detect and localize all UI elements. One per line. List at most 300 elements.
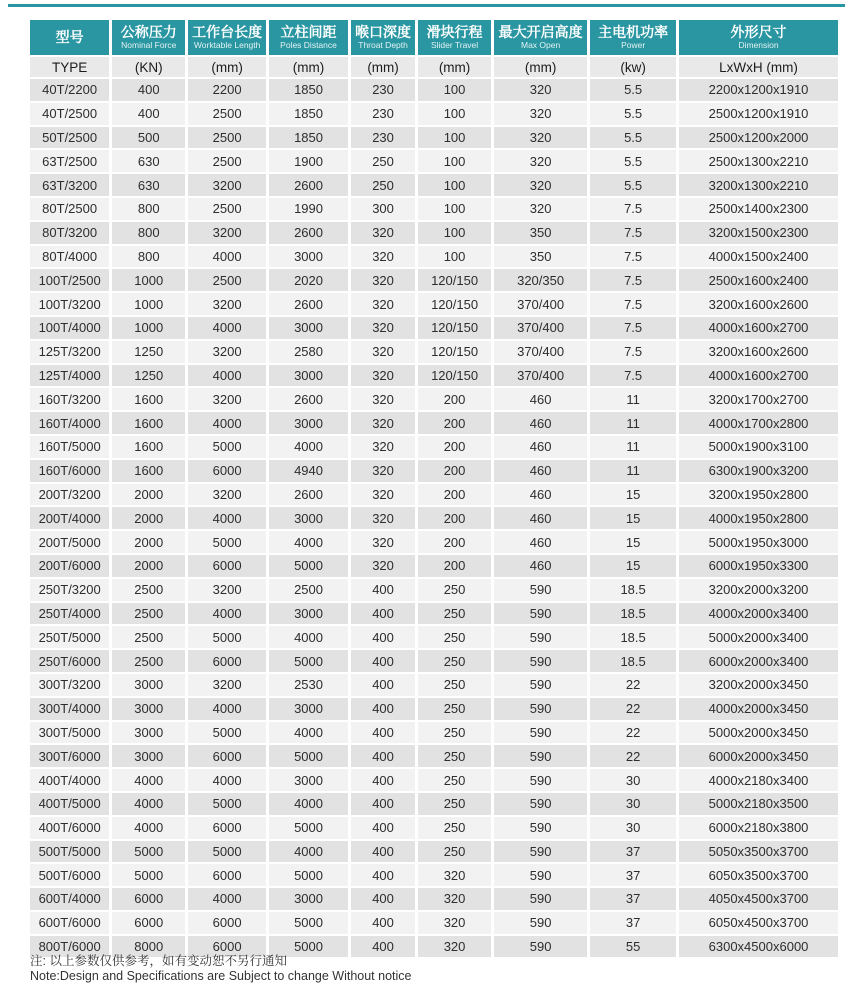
cell: 18.5 <box>589 602 678 626</box>
cell: 3000 <box>268 602 350 626</box>
cell: 22 <box>589 721 678 745</box>
cell: 3000 <box>111 697 187 721</box>
cell: 5000 <box>111 840 187 864</box>
cell: 4000x2000x3400 <box>678 602 838 626</box>
cell: 3200 <box>187 673 268 697</box>
cell: 200T/5000 <box>30 530 111 554</box>
cell: 460 <box>493 530 589 554</box>
cell: 320 <box>417 935 493 959</box>
cell: 320 <box>493 102 589 126</box>
cell: 590 <box>493 602 589 626</box>
cell: 5000 <box>268 554 350 578</box>
cell: 1600 <box>111 459 187 483</box>
cell: 2500x1300x2210 <box>678 149 838 173</box>
cell: 100T/4000 <box>30 316 111 340</box>
cell: 6000x2000x3450 <box>678 744 838 768</box>
cell: 400 <box>350 792 417 816</box>
cell: 460 <box>493 483 589 507</box>
cell: 7.5 <box>589 316 678 340</box>
cell: 200T/6000 <box>30 554 111 578</box>
footer-notes <box>30 954 411 984</box>
cell: 250 <box>417 816 493 840</box>
table-row <box>30 578 838 602</box>
cell: 15 <box>589 506 678 530</box>
cell: 5000 <box>111 863 187 887</box>
column-unit: (mm) <box>187 56 268 78</box>
cell: 590 <box>493 625 589 649</box>
cell: 4000 <box>187 506 268 530</box>
cell: 250T/4000 <box>30 602 111 626</box>
cell: 11 <box>589 387 678 411</box>
table-row <box>30 602 838 626</box>
cell: 5.5 <box>589 102 678 126</box>
cell: 800T/6000 <box>30 935 111 959</box>
cell: 6000 <box>111 887 187 911</box>
table-row <box>30 411 838 435</box>
cell: 7.5 <box>589 292 678 316</box>
column-header <box>678 20 838 56</box>
cell: 230 <box>350 102 417 126</box>
cell: 460 <box>493 435 589 459</box>
cell: 250 <box>417 697 493 721</box>
cell: 5000 <box>268 911 350 935</box>
table-row <box>30 721 838 745</box>
table-row <box>30 245 838 269</box>
cell: 3000 <box>111 744 187 768</box>
column-header <box>589 20 678 56</box>
table-row <box>30 625 838 649</box>
cell: 630 <box>111 149 187 173</box>
cell: 4000 <box>111 816 187 840</box>
cell: 3000 <box>111 673 187 697</box>
column-title-zh: 公称压力 <box>120 24 177 40</box>
table-row <box>30 292 838 316</box>
cell: 250 <box>350 173 417 197</box>
spec-table <box>30 20 838 959</box>
cell: 2500x1400x2300 <box>678 197 838 221</box>
cell: 400 <box>350 697 417 721</box>
cell: 2500 <box>187 126 268 150</box>
cell: 100T/3200 <box>30 292 111 316</box>
cell: 100 <box>417 149 493 173</box>
cell: 320 <box>493 173 589 197</box>
cell: 4000 <box>268 435 350 459</box>
cell: 590 <box>493 887 589 911</box>
cell: 120/150 <box>417 292 493 316</box>
cell: 100 <box>417 78 493 102</box>
column-header <box>268 20 350 56</box>
cell: 3000 <box>268 887 350 911</box>
table-row <box>30 364 838 388</box>
cell: 6300x1900x3200 <box>678 459 838 483</box>
cell: 100 <box>417 126 493 150</box>
column-unit: (KN) <box>111 56 187 78</box>
cell: 18.5 <box>589 625 678 649</box>
cell: 5000x1900x3100 <box>678 435 838 459</box>
column-title-zh: 喉口深度 <box>355 24 412 40</box>
cell: 4000 <box>187 602 268 626</box>
table-row <box>30 268 838 292</box>
cell: 320 <box>350 506 417 530</box>
cell: 590 <box>493 649 589 673</box>
cell: 6000 <box>187 935 268 959</box>
cell: 1250 <box>111 364 187 388</box>
column-title-zh: 型号 <box>55 29 84 45</box>
cell: 15 <box>589 483 678 507</box>
cell: 320 <box>350 387 417 411</box>
column-subtitle-en: Throat Depth <box>358 40 408 50</box>
cell: 22 <box>589 697 678 721</box>
cell: 460 <box>493 411 589 435</box>
cell: 400 <box>111 102 187 126</box>
cell: 80T/4000 <box>30 245 111 269</box>
cell: 320 <box>493 78 589 102</box>
cell: 500T/5000 <box>30 840 111 864</box>
cell: 320 <box>350 530 417 554</box>
column-title-zh: 外形尺寸 <box>730 24 787 40</box>
cell: 250 <box>417 721 493 745</box>
column-unit: TYPE <box>30 56 111 78</box>
cell: 230 <box>350 78 417 102</box>
table-row <box>30 744 838 768</box>
cell: 320 <box>350 245 417 269</box>
cell: 2500 <box>268 578 350 602</box>
cell: 250 <box>417 578 493 602</box>
cell: 250 <box>417 625 493 649</box>
cell: 3200 <box>187 578 268 602</box>
cell: 500T/6000 <box>30 863 111 887</box>
cell: 2500 <box>111 602 187 626</box>
cell: 7.5 <box>589 221 678 245</box>
table-header <box>30 20 838 78</box>
cell: 2580 <box>268 340 350 364</box>
table-row <box>30 102 838 126</box>
cell: 4000x1600x2700 <box>678 364 838 388</box>
cell: 6000 <box>187 744 268 768</box>
cell: 5.5 <box>589 126 678 150</box>
note-english: Note:Design and Specifications are Subject to change Without notice <box>30 969 412 983</box>
cell: 400T/4000 <box>30 768 111 792</box>
cell: 6000 <box>187 554 268 578</box>
cell: 2500 <box>187 268 268 292</box>
cell: 2500 <box>111 625 187 649</box>
header-unit-row <box>30 56 838 78</box>
cell: 5000 <box>268 863 350 887</box>
cell: 2500 <box>111 578 187 602</box>
cell: 3200 <box>187 340 268 364</box>
cell: 2500x1200x1910 <box>678 102 838 126</box>
cell: 7.5 <box>589 364 678 388</box>
cell: 3200x1600x2600 <box>678 340 838 364</box>
column-header <box>187 20 268 56</box>
cell: 250 <box>350 149 417 173</box>
cell: 1850 <box>268 78 350 102</box>
column-unit: (mm) <box>350 56 417 78</box>
cell: 100 <box>417 221 493 245</box>
cell: 370/400 <box>493 292 589 316</box>
cell: 200 <box>417 483 493 507</box>
cell: 2000 <box>111 530 187 554</box>
cell: 590 <box>493 673 589 697</box>
cell: 40T/2200 <box>30 78 111 102</box>
cell: 400 <box>350 863 417 887</box>
cell: 2500 <box>187 197 268 221</box>
cell: 2500 <box>187 102 268 126</box>
cell: 30 <box>589 792 678 816</box>
cell: 3200x2000x3450 <box>678 673 838 697</box>
column-subtitle-en: Dimension <box>738 40 779 50</box>
cell: 400 <box>350 673 417 697</box>
column-subtitle-en: Slider Travel <box>430 40 479 50</box>
cell: 3000 <box>268 411 350 435</box>
cell: 4000x2000x3450 <box>678 697 838 721</box>
cell: 4000x1500x2400 <box>678 245 838 269</box>
column-title-zh: 主电机功率 <box>598 24 669 40</box>
cell: 590 <box>493 768 589 792</box>
cell: 590 <box>493 935 589 959</box>
cell: 320 <box>417 863 493 887</box>
cell: 40T/2500 <box>30 102 111 126</box>
cell: 6050x4500x3700 <box>678 911 838 935</box>
cell: 22 <box>589 744 678 768</box>
cell: 4000 <box>268 840 350 864</box>
cell: 350 <box>493 221 589 245</box>
column-title-zh: 立柱间距 <box>280 24 337 40</box>
cell: 2600 <box>268 173 350 197</box>
cell: 400T/6000 <box>30 816 111 840</box>
cell: 6050x3500x3700 <box>678 863 838 887</box>
cell: 400 <box>350 649 417 673</box>
cell: 320 <box>350 554 417 578</box>
column-unit: (kw) <box>589 56 678 78</box>
cell: 320 <box>417 887 493 911</box>
cell: 400 <box>350 768 417 792</box>
column-title-zh: 最大开启高度 <box>498 24 583 40</box>
cell: 5000 <box>187 435 268 459</box>
cell: 4940 <box>268 459 350 483</box>
cell: 400 <box>350 816 417 840</box>
cell: 4000 <box>187 887 268 911</box>
cell: 2000 <box>111 554 187 578</box>
cell: 6000x2180x3800 <box>678 816 838 840</box>
column-unit: (mm) <box>493 56 589 78</box>
cell: 590 <box>493 578 589 602</box>
cell: 100T/2500 <box>30 268 111 292</box>
cell: 500 <box>111 126 187 150</box>
column-unit: LxWxH (mm) <box>678 56 838 78</box>
cell: 5000 <box>187 792 268 816</box>
cell: 200 <box>417 530 493 554</box>
table-row <box>30 459 838 483</box>
cell: 460 <box>493 459 589 483</box>
cell: 5000x2000x3450 <box>678 721 838 745</box>
column-header <box>417 20 493 56</box>
cell: 320 <box>350 340 417 364</box>
table-row <box>30 78 838 102</box>
table-row <box>30 530 838 554</box>
cell: 250 <box>417 840 493 864</box>
cell: 590 <box>493 792 589 816</box>
cell: 320 <box>493 149 589 173</box>
cell: 6000x1950x3300 <box>678 554 838 578</box>
cell: 6000x2000x3400 <box>678 649 838 673</box>
table-row <box>30 649 838 673</box>
cell: 2500x1600x2400 <box>678 268 838 292</box>
cell: 200 <box>417 435 493 459</box>
cell: 100 <box>417 173 493 197</box>
cell: 300T/5000 <box>30 721 111 745</box>
cell: 5.5 <box>589 78 678 102</box>
cell: 3200 <box>187 483 268 507</box>
cell: 120/150 <box>417 340 493 364</box>
column-header <box>111 20 187 56</box>
table-row <box>30 149 838 173</box>
cell: 320/350 <box>493 268 589 292</box>
cell: 460 <box>493 387 589 411</box>
cell: 6300x4500x6000 <box>678 935 838 959</box>
cell: 630 <box>111 173 187 197</box>
cell: 1600 <box>111 435 187 459</box>
table-row <box>30 673 838 697</box>
cell: 1850 <box>268 102 350 126</box>
cell: 5000 <box>187 625 268 649</box>
cell: 6000 <box>187 649 268 673</box>
cell: 250 <box>417 768 493 792</box>
cell: 4000x1700x2800 <box>678 411 838 435</box>
cell: 320 <box>350 435 417 459</box>
cell: 5.5 <box>589 173 678 197</box>
cell: 3000 <box>268 768 350 792</box>
table-row <box>30 506 838 530</box>
cell: 2530 <box>268 673 350 697</box>
cell: 80T/3200 <box>30 221 111 245</box>
cell: 4000 <box>268 625 350 649</box>
cell: 200 <box>417 459 493 483</box>
cell: 37 <box>589 840 678 864</box>
cell: 300T/3200 <box>30 673 111 697</box>
cell: 100 <box>417 197 493 221</box>
table-row <box>30 816 838 840</box>
cell: 5.5 <box>589 149 678 173</box>
cell: 4000 <box>187 768 268 792</box>
cell: 800 <box>111 197 187 221</box>
cell: 2600 <box>268 483 350 507</box>
cell: 250 <box>417 744 493 768</box>
cell: 320 <box>417 911 493 935</box>
cell: 400 <box>350 578 417 602</box>
column-title-zh: 工作台长度 <box>192 24 263 40</box>
cell: 37 <box>589 911 678 935</box>
table-body <box>30 78 838 958</box>
cell: 250T/6000 <box>30 649 111 673</box>
cell: 590 <box>493 816 589 840</box>
cell: 5000 <box>268 816 350 840</box>
cell: 400 <box>350 721 417 745</box>
cell: 5000x2000x3400 <box>678 625 838 649</box>
cell: 370/400 <box>493 364 589 388</box>
table-row <box>30 221 838 245</box>
table-row <box>30 840 838 864</box>
cell: 7.5 <box>589 197 678 221</box>
cell: 5000 <box>187 530 268 554</box>
cell: 590 <box>493 840 589 864</box>
cell: 4000x1600x2700 <box>678 316 838 340</box>
cell: 200T/3200 <box>30 483 111 507</box>
table-row <box>30 554 838 578</box>
cell: 160T/5000 <box>30 435 111 459</box>
cell: 4000 <box>187 316 268 340</box>
cell: 400 <box>350 840 417 864</box>
cell: 7.5 <box>589 268 678 292</box>
cell: 4000 <box>111 792 187 816</box>
cell: 4000x2180x3400 <box>678 768 838 792</box>
cell: 6000 <box>187 911 268 935</box>
column-subtitle-en: Power <box>621 40 646 50</box>
cell: 320 <box>350 316 417 340</box>
column-unit: (mm) <box>268 56 350 78</box>
cell: 3000 <box>268 316 350 340</box>
cell: 2600 <box>268 387 350 411</box>
cell: 320 <box>350 411 417 435</box>
column-subtitle-en: Worktable Length <box>193 40 261 50</box>
column-title-zh: 滑块行程 <box>426 24 483 40</box>
cell: 8000 <box>111 935 187 959</box>
cell: 400 <box>350 887 417 911</box>
header-title-row <box>30 20 838 56</box>
cell: 1900 <box>268 149 350 173</box>
cell: 200 <box>417 411 493 435</box>
cell: 1600 <box>111 411 187 435</box>
cell: 2600 <box>268 221 350 245</box>
top-accent-line <box>8 4 845 7</box>
cell: 400 <box>350 602 417 626</box>
cell: 4000x1950x2800 <box>678 506 838 530</box>
cell: 4000 <box>268 530 350 554</box>
cell: 590 <box>493 721 589 745</box>
cell: 30 <box>589 816 678 840</box>
cell: 320 <box>350 459 417 483</box>
cell: 55 <box>589 935 678 959</box>
table-row <box>30 768 838 792</box>
cell: 5000 <box>187 840 268 864</box>
table-row <box>30 340 838 364</box>
cell: 2500 <box>111 649 187 673</box>
cell: 320 <box>350 292 417 316</box>
column-header <box>493 20 589 56</box>
column-subtitle-en: Nominal Force <box>121 40 177 50</box>
cell: 11 <box>589 435 678 459</box>
table-row <box>30 435 838 459</box>
cell: 400 <box>350 911 417 935</box>
cell: 320 <box>350 221 417 245</box>
cell: 18.5 <box>589 649 678 673</box>
cell: 4050x4500x3700 <box>678 887 838 911</box>
cell: 2200x1200x1910 <box>678 78 838 102</box>
cell: 120/150 <box>417 268 493 292</box>
cell: 300T/4000 <box>30 697 111 721</box>
cell: 160T/6000 <box>30 459 111 483</box>
table-row <box>30 387 838 411</box>
cell: 2500 <box>187 149 268 173</box>
cell: 4000 <box>268 792 350 816</box>
column-subtitle-en: Max Open <box>520 40 561 50</box>
cell: 800 <box>111 221 187 245</box>
cell: 7.5 <box>589 340 678 364</box>
cell: 18.5 <box>589 578 678 602</box>
cell: 460 <box>493 554 589 578</box>
cell: 160T/4000 <box>30 411 111 435</box>
cell: 320 <box>493 126 589 150</box>
